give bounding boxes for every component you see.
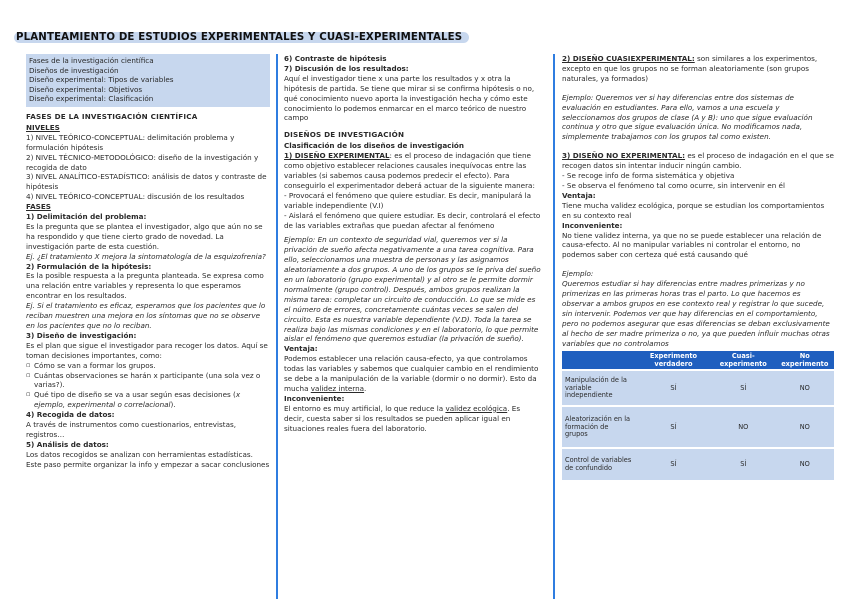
validez-ecologica-link: validez ecológica <box>445 403 508 413</box>
niveles-heading: NIVELES <box>26 122 60 132</box>
row-label: Control de variables de confundido <box>562 448 636 480</box>
ventaja-text-2: Tiene mucha validez ecológica, porque se estudian los comportamientos en su contexto real <box>562 200 825 220</box>
fase-2-example: Ej. Si el tratamiento es eficaz, esperamos que los pacientes que lo reciban muestren una mejora en los síntomas que no se observe en los pacientes que no lo reciban. <box>26 301 266 330</box>
diseno-1-line-2: - Aislará el fenómeno que quiere estudiar. Es decir, controlará el efecto de las variables extrañas que puedan afectar al fenómeno <box>284 210 541 230</box>
diseno-3-heading: 3) DISEÑO NO EXPERIMENTAL: <box>562 151 686 161</box>
table-header-cell <box>562 351 636 370</box>
table-row <box>562 406 834 448</box>
index-item[interactable]: Diseño experimental: Tipos de variables <box>29 75 174 85</box>
column-1 <box>26 54 270 470</box>
fase-1-text: Es la pregunta que se plantea el investigador, algo que aún no se ha respondido y que tiene cierto grado de novedad. La investigación parte de esta cuestión. <box>26 221 263 251</box>
cell-value: SÍ <box>711 370 776 406</box>
fase-3-bullet-3-b: x ejemplo, experimental o correlacional <box>34 390 241 410</box>
inconveniente-text <box>284 404 542 434</box>
fase-1-example: Ej. ¿El tratamiento X mejora la sintomatología de la esquizofrenia? <box>26 251 266 261</box>
index-item[interactable]: Diseño experimental: Objetivos <box>29 84 143 94</box>
column-3 <box>562 54 834 480</box>
section-title-fases: FASES DE LA INVESTIGACIÓN CIENTÍFICA <box>26 111 198 121</box>
fase-7-text: Aquí el investigador tiene x una parte los resultados y x otra la hipótesis de partida. Se tiene que mirar si se confirma hipótesis o no, qué conocimiento nuevo aporta la investigación hecha y cómo este conocimiento lo podemos enmarcar en el marco teórico de nuestro campo <box>284 73 535 123</box>
inconveniente-heading: Inconveniente: <box>284 393 345 403</box>
ventaja-text: Podemos establecer una relación causa-efecto, ya que controlamos todas las variables y sabemos que cualquier cambio en el rendimiento se debe a la manipulación de la variable (dormir o no dormir). Esto da mucha validez interna. <box>284 354 539 393</box>
table-header-cell: Cuasi-experimento <box>711 351 776 370</box>
diseno-2-heading: 2) DISEÑO CUASIEXPERIMENTAL: <box>562 54 695 63</box>
fase-3-text: Es el plan que sigue el investigador para recoger los datos. Aquí se toman decisiones importantes, como: <box>26 340 268 360</box>
ventaja-heading: Ventaja: <box>284 344 318 354</box>
index-box <box>26 54 270 107</box>
cell-value: SÍ <box>636 406 711 448</box>
page-title: PLANTEAMIENTO DE ESTUDIOS EXPERIMENTALES Y CUASI-EXPERIMENTALES <box>16 32 463 43</box>
column-divider-1 <box>276 54 278 599</box>
diseno-1-line-1: - Provocará el fenómeno que quiere estudiar. Es decir, manipulará la variable independiente (V.I) <box>284 190 531 210</box>
index-item[interactable]: Diseños de investigación <box>29 65 119 75</box>
nivel-2: 2) NIVEL TÉCNICO-METODOLÓGICO: diseño de la investigación y recogida de dato <box>26 152 259 172</box>
diseno-2-text: son similares a los experimentos, excepto en que los grupos no se forman aleatoriamente (son grupos naturales, ya formados) <box>562 54 818 83</box>
table-header-cell: Experimento verdadero <box>636 351 711 370</box>
cell-value: NO <box>776 448 834 480</box>
section-title-disenos: DISEÑOS DE INVESTIGACIÓN <box>284 130 405 140</box>
example-text: Queremos estudiar si hay diferencias entre madres primerizas y no primerizas en las primeras horas tras el parto. Lo que hacemos es observar a ambos grupos en ese contexto real y registrar lo que sucede, sin intervenir. Podemos ver que hay diferencias en el comportamiento, pero no podemos asegurar que esas diferencias se deban exclusivamente al hecho de ser madre primeriza o no, ya que pueden influir muchas otras variables que no controlamos <box>562 279 830 348</box>
inconveniente-text-2: No tiene validez interna, ya que no se puede establecer una relación de causa-efecto. Al no manipular variables ni controlar el entorno, no podemos saber con certeza qué está causando qué <box>562 230 822 260</box>
fase-3-bullet-3-a: Qué tipo de diseño se va a usar según esas decisiones ( <box>34 390 236 400</box>
cell-value: NO <box>776 370 834 406</box>
diseno-3-line-1: - Se recoge info de forma sistemática y objetiva <box>562 171 735 181</box>
table-header-row <box>562 351 834 370</box>
comparison-table <box>562 351 834 480</box>
fase-7-heading: 7) Discusión de los resultados: <box>284 63 409 73</box>
index-item[interactable]: Diseño experimental: Clasificación <box>29 94 154 104</box>
fase-2-text: Es la posible respuesta a la pregunta planteada. Se expresa como una relación entre variables y representa lo que esperamos encontrar en los resultados. <box>26 271 264 301</box>
cell-value: SÍ <box>636 370 711 406</box>
diseno-1-heading: 1) DISEÑO EXPERIMENTAL <box>284 151 390 161</box>
nivel-3: 3) NIVEL ANALÍTICO-ESTADÍSTICO: análisis de datos y contraste de hipótesis <box>26 172 267 192</box>
fase-5-text: Los datos recogidos se analizan con herramientas estadísticas. Este paso permite organizar la info y empezar a sacar conclusiones <box>26 449 270 469</box>
fases-heading: FASES <box>26 202 51 212</box>
fase-6-heading: 6) Contraste de hipótesis <box>284 54 387 63</box>
inconveniente-heading-2: Inconveniente: <box>562 220 623 230</box>
validez-interna-link: validez interna <box>310 384 365 393</box>
cell-value: SÍ <box>711 448 776 480</box>
fase-3-bullet-3 <box>26 390 270 410</box>
fase-3-bullet-3-c: ). <box>170 400 176 410</box>
nivel-4: 4) NIVEL TEÓRICO-CONCEPTUAL: discusión de los resultados <box>26 192 245 202</box>
fase-3-bullet-1: ▫ Cómo se van a formar los grupos. <box>26 361 270 371</box>
ventaja-body: Podemos establecer una relación causa-efecto, ya que controlamos todas las variables y sabemos que cualquier cambio en el rendimiento se debe a la manipulación de la variable (dormir o no dormir). Esto da mucha <box>284 354 539 393</box>
row-label: Manipulación de la variable independiente <box>562 370 636 406</box>
index-item[interactable]: Fases de la investigación científica <box>29 56 154 65</box>
fase-3-bullet-2: ▫ Cuántas observaciones se harán x participante (una sola vez o varias?). <box>26 371 270 391</box>
fase-3-heading: 3) Diseño de investigación: <box>26 330 137 340</box>
diseno-1-text: : es el proceso de indagación que tiene como objetivo establecer relaciones causales inequívocas entre las variables (si sabemos causa podemos predecir el efecto). Para conseguirlo el experimentador deberá actuar de la siguiente manera: <box>284 151 535 190</box>
cell-value: NO <box>776 406 834 448</box>
fase-1-heading: 1) Delimitación del problema: <box>26 212 147 222</box>
inconveniente-body-2: . Es decir, cuesta saber si los resultados se pueden aplicar igual en situaciones reales fuera del laboratorio. <box>284 403 521 433</box>
table-row <box>562 448 834 480</box>
cell-value: NO <box>711 406 776 448</box>
diseno-2-example: Ejemplo: Queremos ver si hay diferencias entre dos sistemas de evaluación en estudiantes. Para ello, vamos a una escuela y seleccionamos dos grupos de clase (A y B): uno que sigue evaluación continua y otro que sigue evaluación única. No modificamos nada, simplemente trabajamos con los grupos tal como existen. <box>562 92 813 142</box>
fase-4-heading: 4) Recogida de datos: <box>26 410 115 420</box>
diseno-3-text: es el proceso de indagación en el que se recogen datos sin intentar inducir ningún cambio. <box>562 151 834 171</box>
column-2 <box>284 54 542 434</box>
diseno-1-example: Ejemplo: En un contexto de seguridad vial, queremos ver si la privación de sueño afecta negativamente a una tarea cognitiva. Para ello, seleccionamos una muestra de personas y las asignamos aleatoriamente a dos grupos. A uno de los grupos se le priva del sueño en un laboratorio (grupo experimental) y al otro se le permite dormir normalmente (grupo control). Después, ambos grupos realizan la misma tarea: completar un circuito de conducción. Lo que se mide es el número de errores, concretamente cuántas veces se salen del circuito. Esta es nuestra variable dependiente (V.D). Toda la tarea se realiza bajo las mismas condiciones y en el laboratorio, lo que permite aislar el fenómeno que queremos estudiar (la privación de sueño). <box>284 235 541 344</box>
example-label: Ejemplo: <box>562 269 594 279</box>
nivel-1: 1) NIVEL TEÓRICO-CONCEPTUAL: delimitación problema y formulación hipótesis <box>26 132 235 152</box>
fase-2-heading: 2) Formulación de la hipótesis: <box>26 261 152 271</box>
ventaja-heading-2: Ventaja: <box>562 190 596 200</box>
diseno-3-paragraph <box>562 151 834 171</box>
diseno-1-paragraph <box>284 151 542 191</box>
table-row <box>562 370 834 406</box>
column-divider-2 <box>553 54 555 599</box>
cell-value: SÍ <box>636 448 711 480</box>
diseno-2-paragraph <box>562 54 834 84</box>
title-block <box>14 30 462 46</box>
inconveniente-body-1: El entorno es muy artificial, lo que reduce la <box>284 403 446 413</box>
fase-5-heading: 5) Análisis de datos: <box>26 439 109 449</box>
diseno-3-line-2: - Se observa el fenómeno tal como ocurre, sin intervenir en él <box>562 180 785 190</box>
clasificacion-heading: Clasificación de los diseños de investigación <box>284 141 464 151</box>
table-header-cell: No experimento <box>776 351 834 370</box>
fase-4-text: A través de instrumentos como cuestionarios, entrevistas, registros… <box>26 420 237 439</box>
row-label: Aleatorización en la formación de grupos <box>562 406 636 448</box>
